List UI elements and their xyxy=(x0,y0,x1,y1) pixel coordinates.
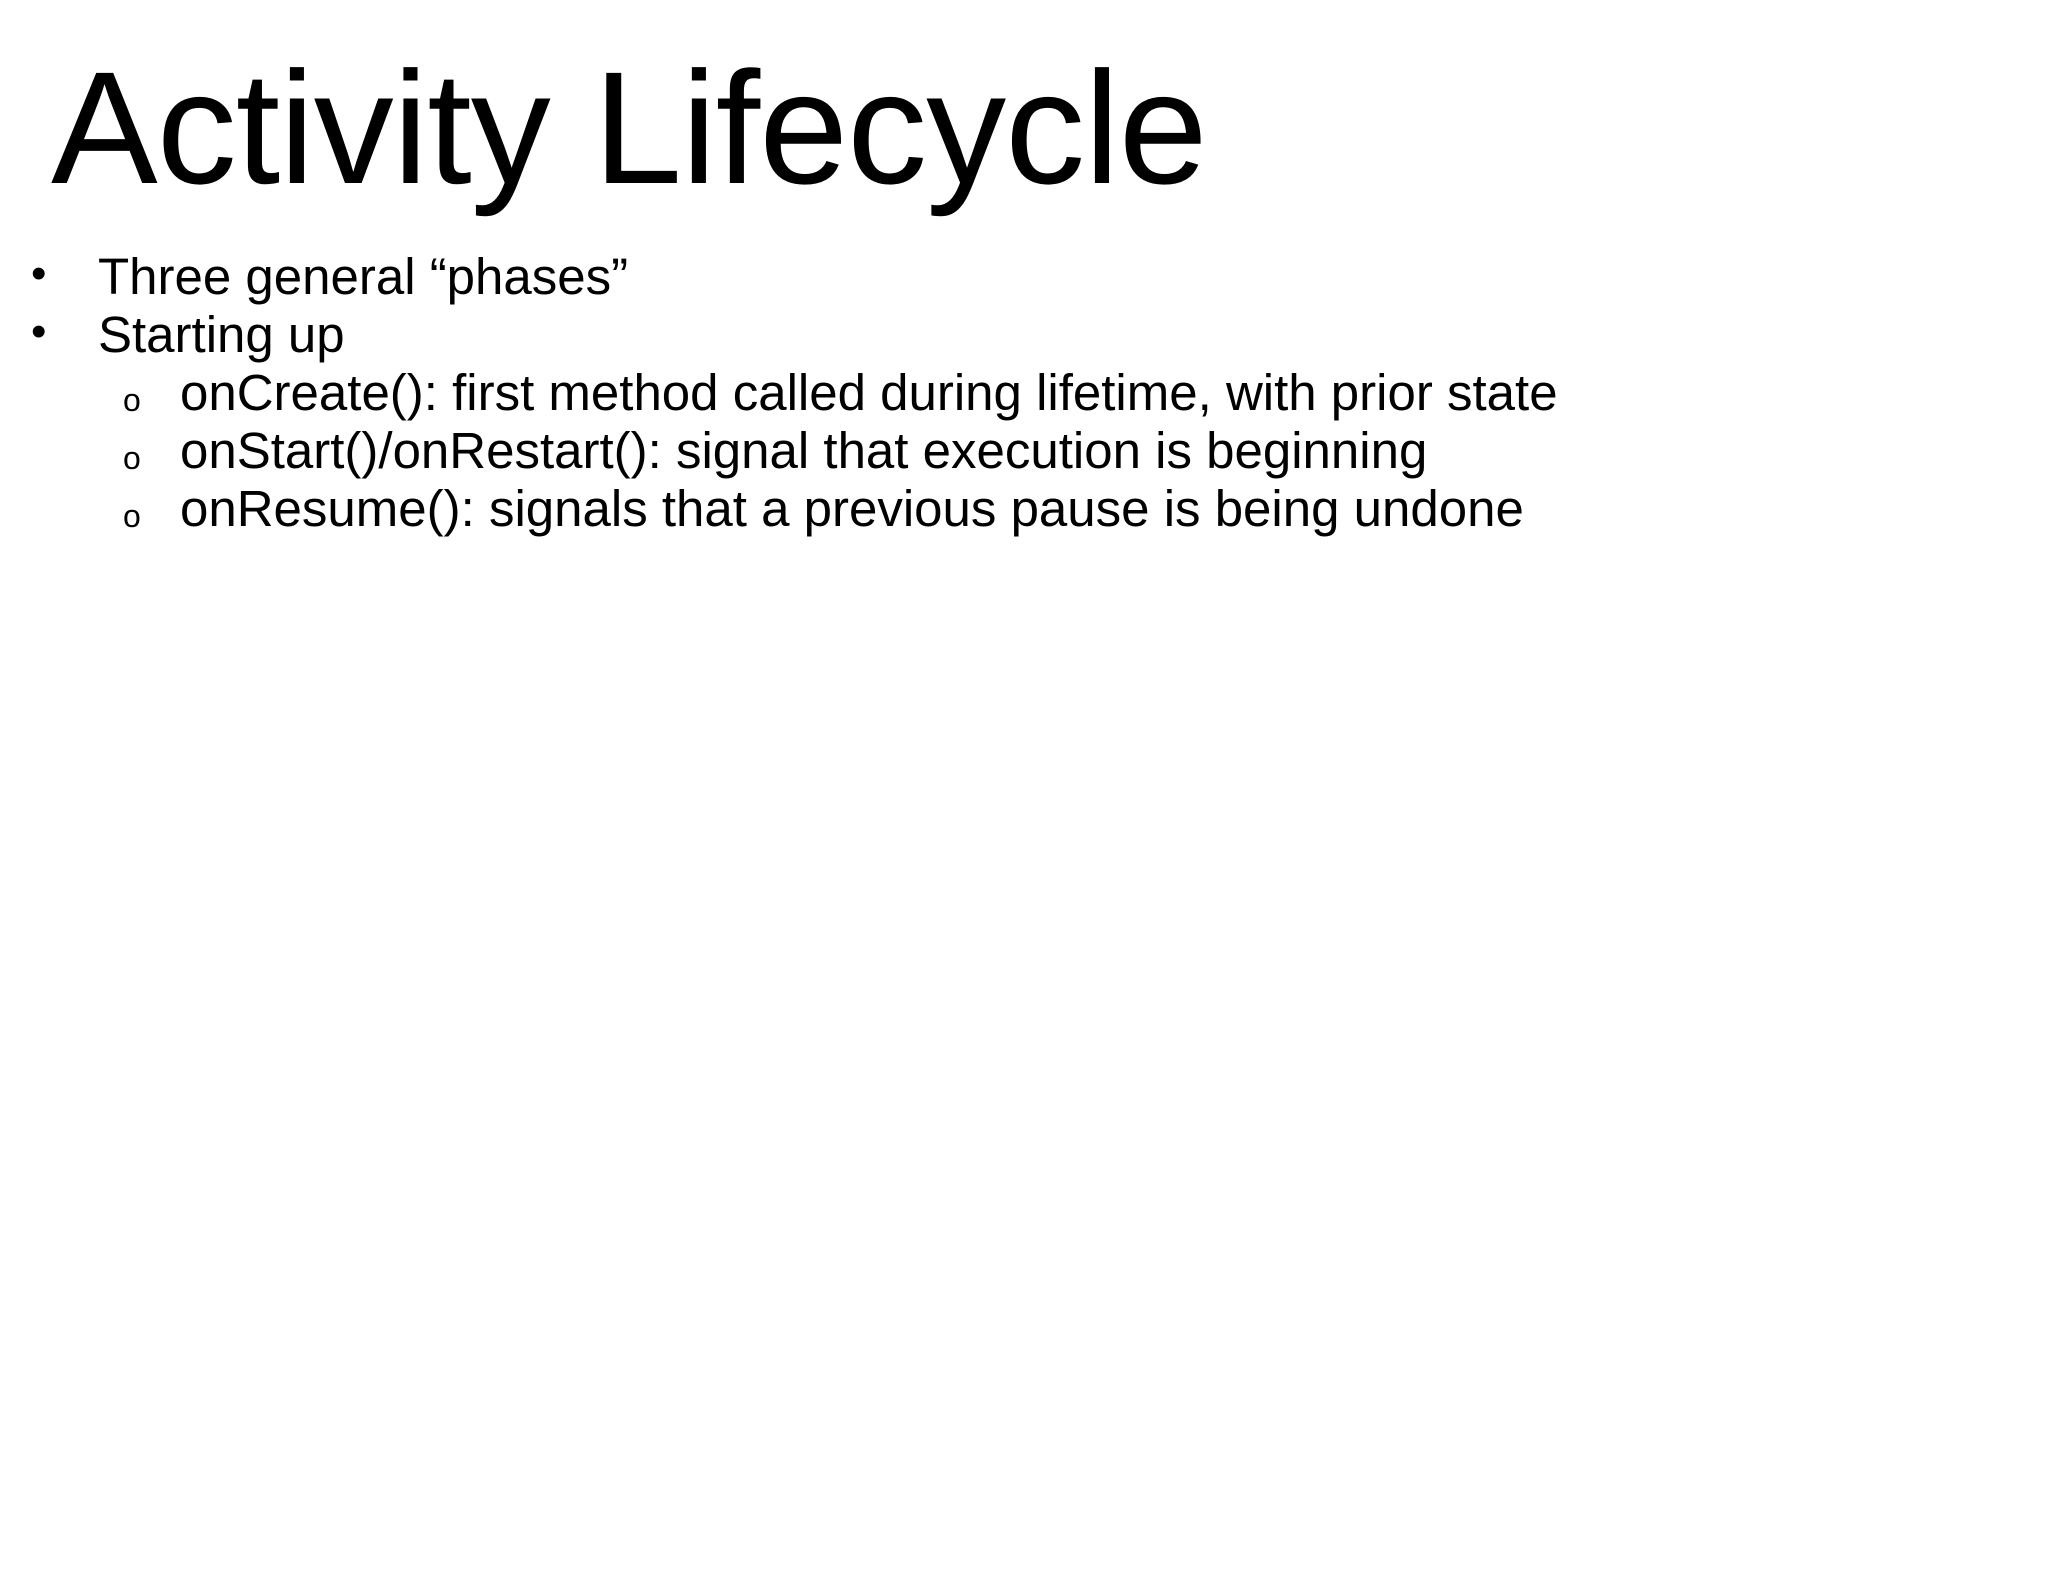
sub-bullet-text: onStart()/onRestart(): signal that execution is beginning xyxy=(180,422,1428,479)
sub-bullet-text: onResume(): signals that a previous pause is being undone xyxy=(180,480,1524,537)
sub-bullet-text: onCreate(): first method called during lifetime, with prior state xyxy=(180,364,1558,421)
bullet-marker: • xyxy=(31,307,47,356)
sub-bullet-item xyxy=(0,422,2048,480)
bullet-item xyxy=(0,248,2048,306)
bullet-text: Starting up xyxy=(98,306,345,363)
sub-bullet-item xyxy=(0,480,2048,538)
bullet-text: Three general “phases” xyxy=(98,248,629,305)
bullet-item xyxy=(0,306,2048,364)
sub-bullet-item xyxy=(0,364,2048,422)
sub-bullet-marker: o xyxy=(123,440,141,476)
bullet-marker: • xyxy=(31,249,47,298)
slide-title: Activity Lifecycle xyxy=(51,38,1207,217)
sub-bullet-marker: o xyxy=(123,498,141,534)
bullet-list xyxy=(0,248,2048,538)
sub-bullet-marker: o xyxy=(123,382,141,418)
